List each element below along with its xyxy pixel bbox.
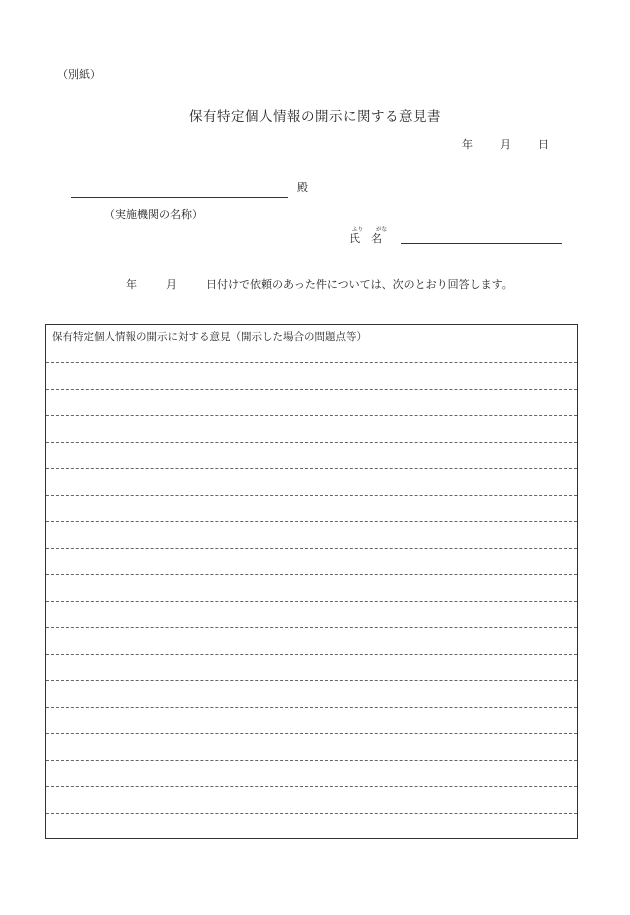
writing-line bbox=[46, 786, 577, 787]
writing-line bbox=[46, 415, 577, 416]
writing-line bbox=[46, 521, 577, 522]
date-month-label: 月 bbox=[500, 138, 511, 151]
name-label: 氏 名 bbox=[349, 232, 382, 245]
writing-line bbox=[46, 813, 577, 814]
writing-line bbox=[46, 442, 577, 443]
writing-line bbox=[46, 760, 577, 761]
name-field-line[interactable] bbox=[401, 243, 562, 244]
reply-sentence bbox=[126, 276, 513, 292]
addressee-line[interactable] bbox=[71, 197, 288, 198]
writing-line bbox=[46, 362, 577, 363]
date-year-label: 年 bbox=[462, 138, 473, 151]
writing-line bbox=[46, 601, 577, 602]
writing-line bbox=[46, 548, 577, 549]
writing-line bbox=[46, 468, 577, 469]
writing-line bbox=[46, 733, 577, 734]
furigana-label: ふり bbox=[352, 227, 364, 233]
furigana-label: がな bbox=[376, 227, 388, 233]
writing-line bbox=[46, 654, 577, 655]
writing-line bbox=[46, 707, 577, 708]
document-title: 保有特定個人情報の開示に関する意見書 bbox=[189, 109, 441, 125]
writing-line bbox=[46, 627, 577, 628]
reply-sentence-text: 日付けで依頼のあった件については、次のとおり回答します。 bbox=[206, 278, 513, 291]
writing-line bbox=[46, 389, 577, 390]
writing-line bbox=[46, 680, 577, 681]
opinion-box-heading: 保有特定個人情報の開示に対する意見（開示した場合の問題点等） bbox=[52, 331, 367, 343]
institution-caption: （実施機関の名称） bbox=[104, 208, 203, 221]
reply-year-label: 年 bbox=[126, 278, 137, 291]
attachment-label: （別紙） bbox=[57, 68, 101, 81]
reply-month-label: 月 bbox=[166, 278, 177, 291]
writing-line bbox=[46, 495, 577, 496]
opinion-box[interactable] bbox=[45, 324, 578, 839]
addressee-honorific: 殿 bbox=[297, 181, 308, 194]
date-day-label: 日 bbox=[538, 138, 549, 151]
writing-line bbox=[46, 574, 577, 575]
date-field bbox=[462, 136, 549, 152]
